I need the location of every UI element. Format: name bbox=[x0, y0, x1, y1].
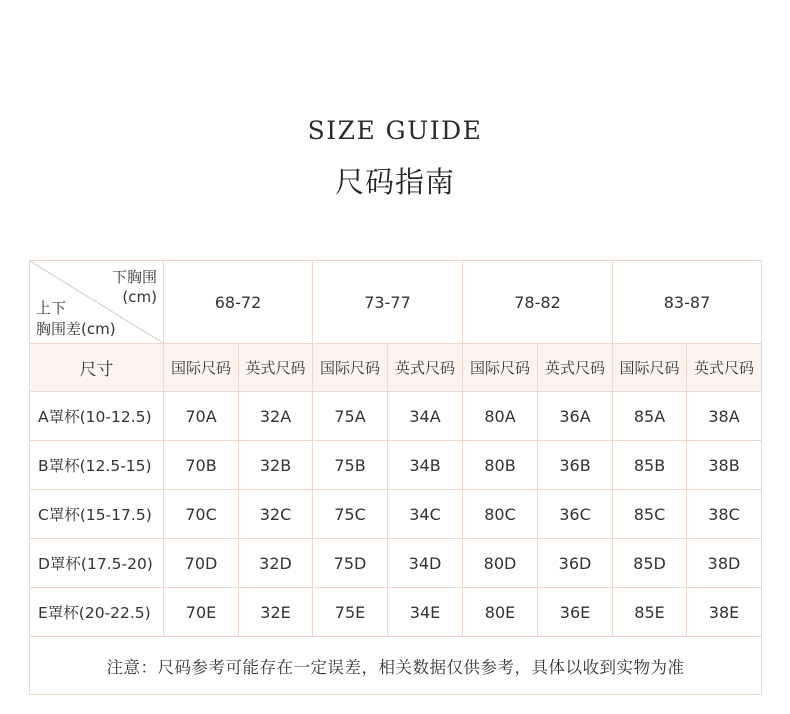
size-cell: 75B bbox=[313, 441, 388, 490]
underbust-label: 下胸围 (cm) bbox=[111, 268, 157, 306]
cup-label: E罩杯(20-22.5) bbox=[30, 588, 164, 637]
range-header-row bbox=[30, 261, 762, 344]
size-label: 尺寸 bbox=[30, 344, 164, 392]
size-cell: 85A bbox=[613, 392, 687, 441]
size-cell: 34E bbox=[388, 588, 463, 637]
size-cell: 38C bbox=[687, 490, 762, 539]
sub-header-uk: 英式尺码 bbox=[538, 344, 613, 392]
corner-header-cell bbox=[30, 261, 164, 344]
size-cell: 70A bbox=[164, 392, 239, 441]
size-cell: 34A bbox=[388, 392, 463, 441]
bust-difference-label: 上下 胸围差(cm) bbox=[36, 299, 116, 338]
title-chinese: 尺码指南 bbox=[334, 165, 455, 199]
size-cell: 38B bbox=[687, 441, 762, 490]
size-cell: 36B bbox=[538, 441, 613, 490]
size-cell: 32C bbox=[239, 490, 313, 539]
size-cell: 85B bbox=[613, 441, 687, 490]
size-cell: 32B bbox=[239, 441, 313, 490]
size-cell: 80E bbox=[463, 588, 538, 637]
size-cell: 36C bbox=[538, 490, 613, 539]
size-cell: 75A bbox=[313, 392, 388, 441]
size-cell: 70C bbox=[164, 490, 239, 539]
sub-header-international: 国际尺码 bbox=[164, 344, 239, 392]
size-cell: 75C bbox=[313, 490, 388, 539]
sub-header-international: 国际尺码 bbox=[463, 344, 538, 392]
size-cell: 38E bbox=[687, 588, 762, 637]
size-cell: 34B bbox=[388, 441, 463, 490]
size-cell: 36D bbox=[538, 539, 613, 588]
note-row bbox=[30, 637, 762, 695]
cup-label: C罩杯(15-17.5) bbox=[30, 490, 164, 539]
size-cell: 80A bbox=[463, 392, 538, 441]
size-cell: 75E bbox=[313, 588, 388, 637]
size-cell: 38A bbox=[687, 392, 762, 441]
size-cell: 80D bbox=[463, 539, 538, 588]
sub-header-uk: 英式尺码 bbox=[239, 344, 313, 392]
size-cell: 36A bbox=[538, 392, 613, 441]
cup-label: A罩杯(10-12.5) bbox=[30, 392, 164, 441]
table-row bbox=[30, 588, 762, 637]
sub-header-international: 国际尺码 bbox=[313, 344, 388, 392]
size-cell: 36E bbox=[538, 588, 613, 637]
size-cell: 38D bbox=[687, 539, 762, 588]
sub-header-uk: 英式尺码 bbox=[388, 344, 463, 392]
size-cell: 70E bbox=[164, 588, 239, 637]
size-cell: 75D bbox=[313, 539, 388, 588]
range-header: 83-87 bbox=[613, 261, 762, 344]
range-header: 68-72 bbox=[164, 261, 313, 344]
size-cell: 85D bbox=[613, 539, 687, 588]
title-english: SIZE GUIDE bbox=[307, 116, 483, 145]
cup-label: B罩杯(12.5-15) bbox=[30, 441, 164, 490]
size-type-header-row bbox=[30, 344, 762, 392]
table-row bbox=[30, 441, 762, 490]
sub-header-international: 国际尺码 bbox=[613, 344, 687, 392]
size-cell: 32D bbox=[239, 539, 313, 588]
size-cell: 34D bbox=[388, 539, 463, 588]
table-row bbox=[30, 539, 762, 588]
size-cell: 32A bbox=[239, 392, 313, 441]
size-cell: 34C bbox=[388, 490, 463, 539]
size-cell: 80B bbox=[463, 441, 538, 490]
size-cell: 32E bbox=[239, 588, 313, 637]
size-cell: 70D bbox=[164, 539, 239, 588]
size-guide-table bbox=[29, 260, 762, 695]
cup-label: D罩杯(17.5-20) bbox=[30, 539, 164, 588]
size-cell: 85E bbox=[613, 588, 687, 637]
sub-header-uk: 英式尺码 bbox=[687, 344, 762, 392]
table-row bbox=[30, 392, 762, 441]
note-text: 注意：尺码参考可能存在一定误差，相关数据仅供参考，具体以收到实物为准 bbox=[30, 637, 762, 695]
size-cell: 85C bbox=[613, 490, 687, 539]
range-header: 78-82 bbox=[463, 261, 613, 344]
size-cell: 80C bbox=[463, 490, 538, 539]
size-cell: 70B bbox=[164, 441, 239, 490]
range-header: 73-77 bbox=[313, 261, 463, 344]
table-row bbox=[30, 490, 762, 539]
